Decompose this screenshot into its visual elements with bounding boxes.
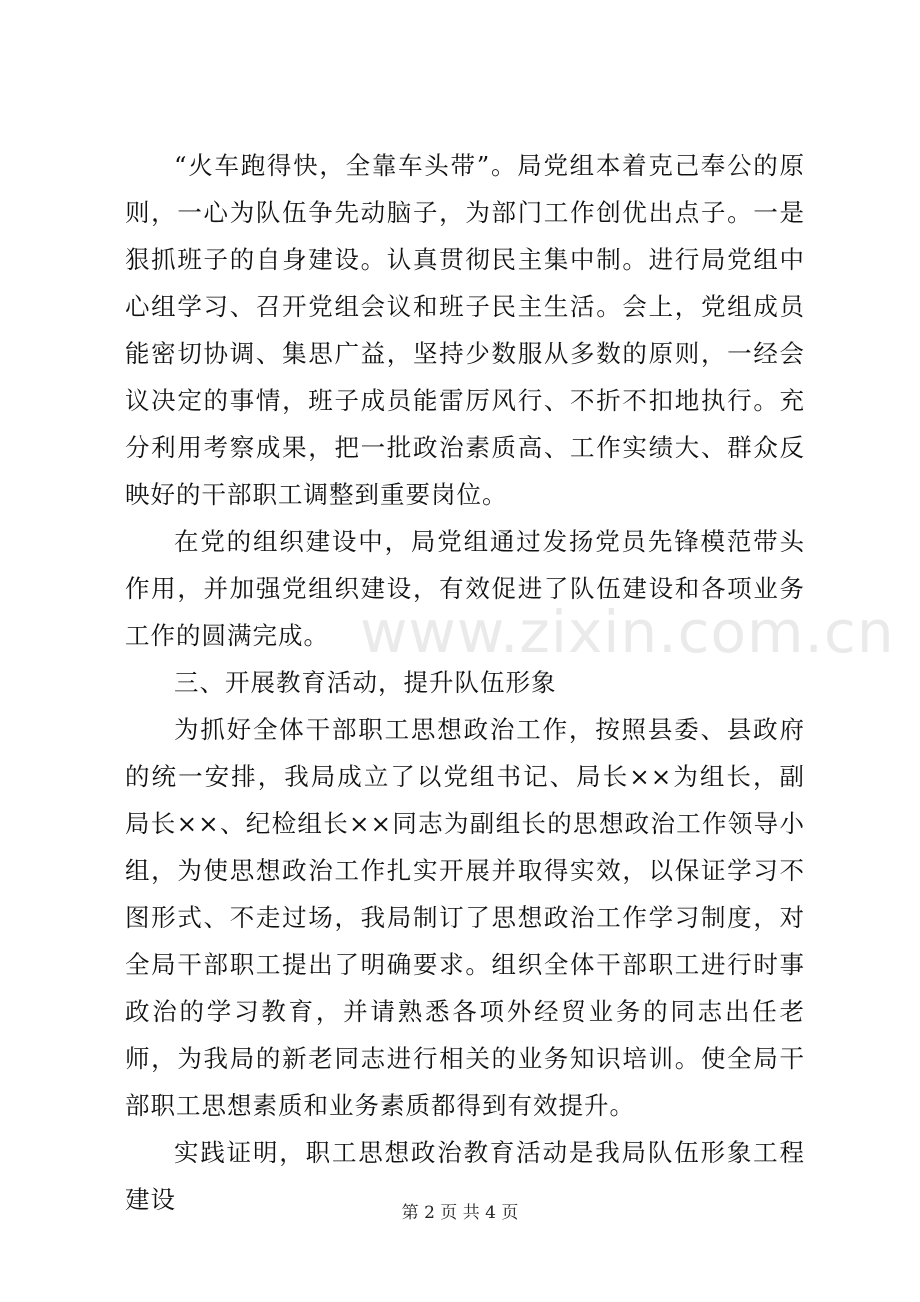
paragraph-leadership: “火车跑得快，全靠车头带”。局党组本着克己奉公的原则，一心为队伍争先动脑子，为部门工作创优出点子。一是狠抓班子的自身建设。认真贯彻民主集中制。进行局党组中心组学习、召开党组会议和班子民主生活。会上，党组成员能密切协调、集思广益，坚持少数服从多数的原则，一经会议决定的事情，班子成员能雷厉风行、不折不扣地执行。充分利用考察成果，把一批政治素质高、工作实绩大、群众反映好的干部职工调整到重要岗位。 <box>125 151 805 509</box>
section-heading-education: 三、开展教育活动，提升队伍形象 <box>174 668 557 697</box>
paragraph-education: 为抓好全体干部职工思想政治工作，按照县委、县政府的统一安排，我局成立了以党组书记、局长××为组长，副局长××、纪检组长××同志为副组长的思想政治工作领导小组，为使思想政治工作扎实开展并取得实效，以保证学习不图形式、不走过场，我局制订了思想政治工作学习制度，对全局干部职工提出了明确要求。组织全体干部职工进行时事政治的学习教育，并请熟悉各项外经贸业务的同志出任老师，为我局的新老同志进行相关的业务知识培训。使全局干部职工思想素质和业务素质都得到有效提升。 <box>125 715 805 1120</box>
page-footer: 第 2 页 共 4 页 <box>401 1203 519 1223</box>
document-body <box>125 142 805 1223</box>
watermark-logo: www.zixin.com.cn <box>360 598 895 666</box>
paragraph-organization: 在党的组织建设中，局党组通过发扬党员先锋模范带头作用，并加强党组织建设，有效促进了队伍建设和各项业务工作的圆满完成。 <box>125 527 805 650</box>
paragraph-practice: 实践证明，职工思想政治教育活动是我局队伍形象工程建设 <box>125 1138 805 1214</box>
